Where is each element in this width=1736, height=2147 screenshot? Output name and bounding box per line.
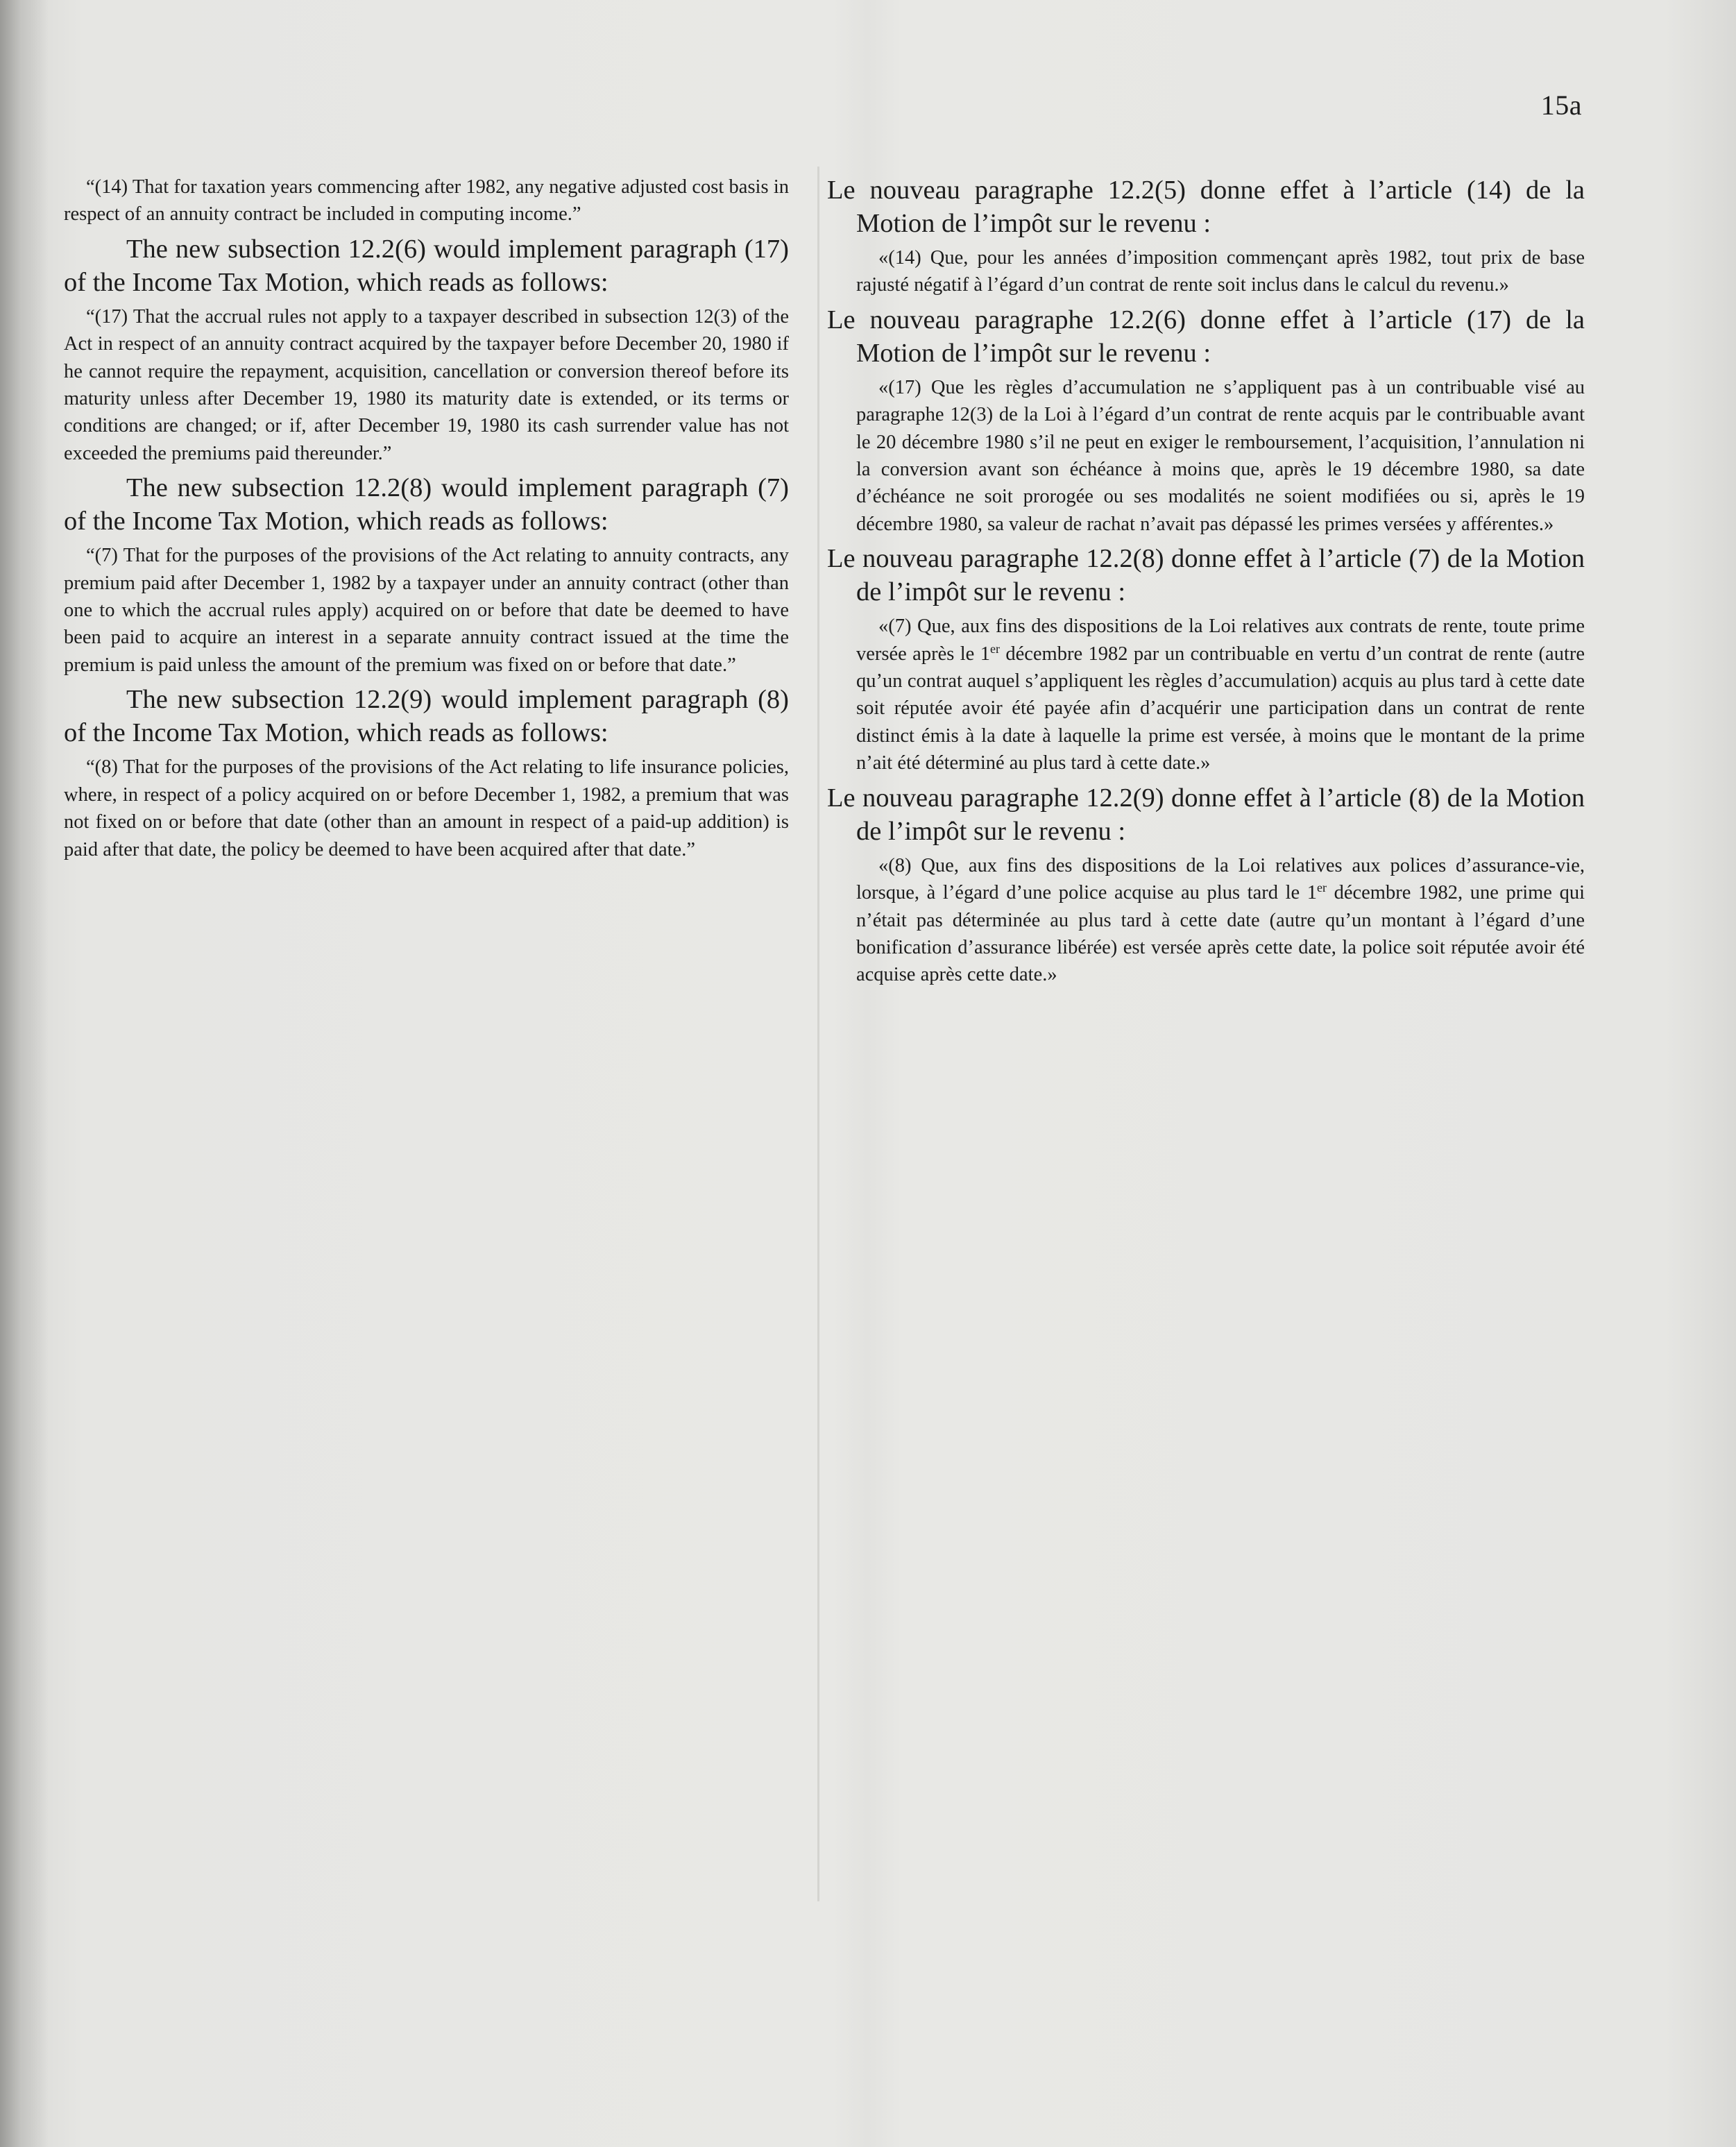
- page-number: 15a: [1540, 90, 1582, 121]
- english-quote-7: “(7) That for the purposes of the provisions of the Act relating to annuity contracts, any premium paid after December 1, 1982 by a taxpayer under an annuity contract (other than one to which the accrual rules apply) acquired on or before that date be deemed to have been paid to acquire an interest in a separate annuity contract issued at the time the premium is paid unless the amount of the premium was fixed on or before that date.”: [64, 545, 789, 676]
- french-quote-7-end: décembre 1982 par un contribuable en vertu d’un contrat de rente (autre qu’un contrat auquel s’appliquent les règles d’accumulation) acquis au plus tard à cette date soit réputée avoir été payée afin d’acquérir une participation dans un contrat de rente distinct émis à la date à laquelle la prime est versée, à moins que le montant de la prime n’ait été déterminé au plus tard à cette date.»: [856, 643, 1585, 774]
- french-quote-7-start: «(7) Que, aux fins des dispositions de la Loi relatives aux contrats de rente, toute prime versée après le 1: [856, 616, 1585, 665]
- ordinal-superscript: er: [989, 641, 1000, 656]
- french-quote-8-start: «(8) Que, aux fins des dispositions de la Loi relatives aux polices d’assurance-vie, lorsque, à l’égard d’une police acquise au plus tard le 1: [856, 854, 1585, 904]
- english-heading-12-2-8: The new subsection 12.2(8) would implement paragraph (7) of the Income Tax Motion, which reads as follows:: [64, 473, 789, 536]
- english-heading-12-2-9: The new subsection 12.2(9) would implement paragraph (8) of the Income Tax Motion, which reads as follows:: [64, 685, 789, 748]
- english-heading-12-2-6: The new subsection 12.2(6) would implement paragraph (17) of the Income Tax Motion, which reads as follows:: [64, 234, 789, 297]
- english-column: [64, 173, 789, 863]
- french-quote-14: «(14) Que, pour les années d’imposition commençant après 1982, tout prix de base rajusté négatif à l’égard d’un contrat de rente soit inclus dans le calcul du revenu.»: [856, 247, 1585, 296]
- french-quote-8: [827, 852, 1585, 989]
- french-heading-12-2-6: Le nouveau paragraphe 12.2(6) donne effet à l’article (17) de la Motion de l’impôt sur le revenu :: [827, 305, 1585, 368]
- french-column: [827, 173, 1585, 989]
- french-quote-17: «(17) Que les règles d’accumulation ne s’appliquent pas à un contribuable visé au paragraphe 12(3) de la Loi à l’égard d’un contrat de rente acquis par le contribuable avant le 20 décembre 1980 s’il ne peut en exiger le remboursement, l’acquisition, l’annulation ni la conversion avant son échéance à moins que, après le 19 décembre 1980, sa date d’échéance ne soit prorogée ou ses modalités ne soient modifiées ou si, après le 19 décembre 1980, sa valeur de rachat n’avait pas dépassé les primes versées y afférentes.»: [856, 376, 1585, 535]
- column-fold: [817, 167, 819, 1901]
- ordinal-superscript: er: [1317, 881, 1327, 895]
- french-heading-12-2-8: Le nouveau paragraphe 12.2(8) donne effet à l’article (7) de la Motion de l’impôt sur le revenu :: [827, 544, 1585, 607]
- french-heading-12-2-9: Le nouveau paragraphe 12.2(9) donne effet à l’article (8) de la Motion de l’impôt sur le revenu :: [827, 783, 1585, 846]
- english-quote-14: “(14) That for taxation years commencing after 1982, any negative adjusted cost basis in respect of an annuity contract be included in computing income.”: [64, 176, 789, 226]
- english-quote-8: “(8) That for the purposes of the provisions of the Act relating to life insurance policies, where, in respect of a policy acquired on or before December 1, 1982, a premium that was not fixed on or before that date (other than an amount in respect of a paid-up addition) is paid after that date, the policy be deemed to have been acquired after that date.”: [64, 756, 789, 860]
- french-quote-8-end: décembre 1982, une prime qui n’était pas déterminée au plus tard à cette date (autre qu’un montant à l’égard d’une bonification d’assurance libérée) est versée après cette date, la police soit réputée avoir été acquise après cette date.»: [856, 882, 1585, 986]
- binding-shadow: [0, 0, 49, 2147]
- french-quote-7: [827, 613, 1585, 777]
- english-quote-17: “(17) That the accrual rules not apply to a taxpayer described in subsection 12(3) of the Act in respect of an annuity contract acquired by the taxpayer before December 20, 1980 if he cannot require the repayment, acquisition, cancellation or conversion thereof before its maturity unless after December 19, 1980 its maturity date is extended, or its terms or conditions are changed; or if, after December 19, 1980 its cash surrender value has not exceeded the premiums paid thereunder.”: [64, 305, 789, 464]
- french-heading-12-2-5: Le nouveau paragraphe 12.2(5) donne effet à l’article (14) de la Motion de l’impôt sur le revenu :: [827, 176, 1585, 238]
